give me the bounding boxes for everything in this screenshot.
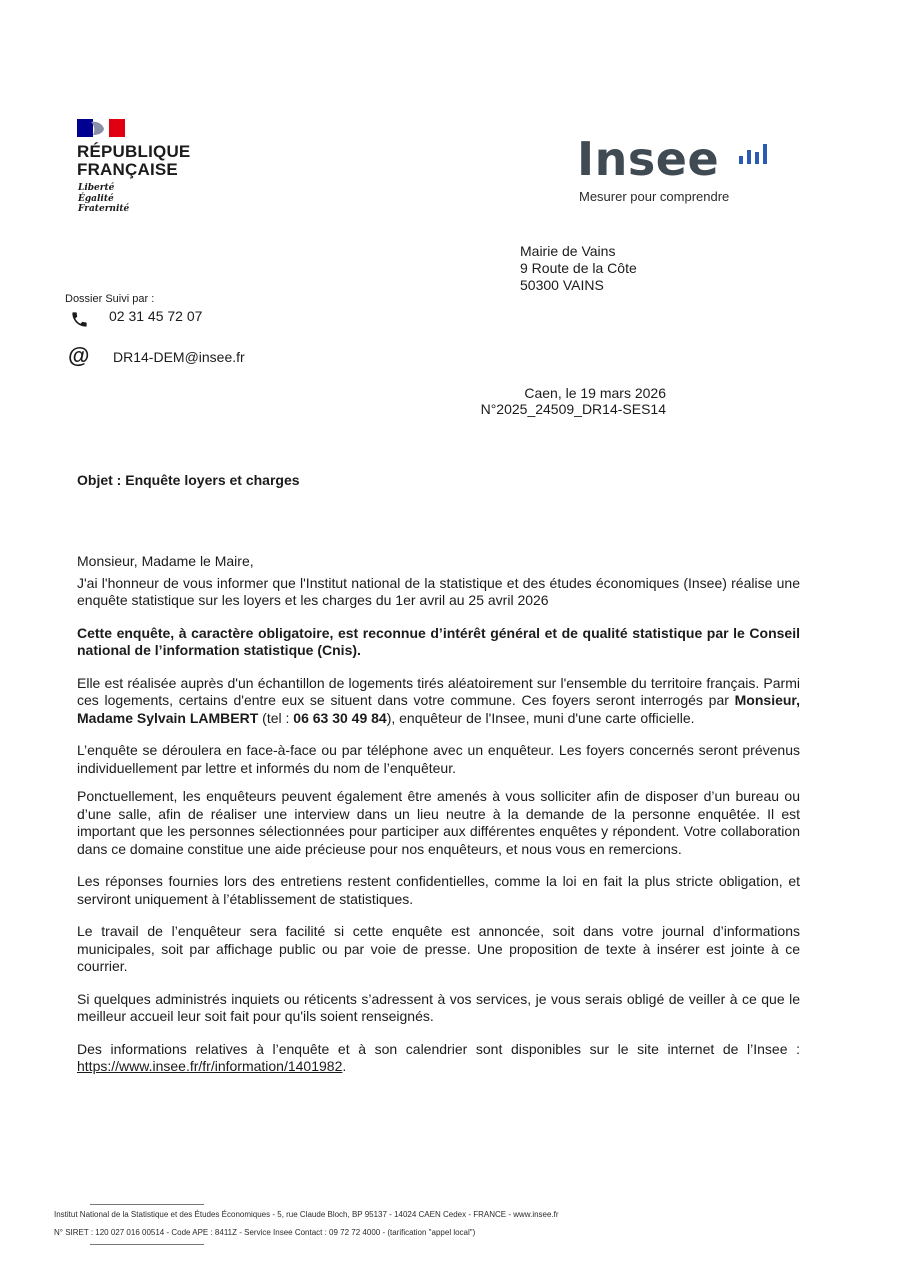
dossier-label: Dossier Suivi par : xyxy=(65,293,155,305)
contact-email[interactable]: DR14-DEM@insee.fr xyxy=(113,349,245,365)
letter-body xyxy=(77,553,800,1087)
footer-divider-top xyxy=(90,1204,204,1205)
republique-francaise-name xyxy=(77,143,190,179)
rf-name-line1: RÉPUBLIQUE xyxy=(77,142,191,161)
paragraph-4: L’enquête se déroulera en face-à-face ou par téléphone avec un enquêteur. Les foyers concernés seront prévenus individuellement par lettre et informés du nom de l’enquêteur. xyxy=(77,742,800,776)
paragraph-6: Les réponses fournies lors des entretiens restent confidentielles, comme la loi en fait la plus stricte obligation, et serviront uniquement à l’établissement de statistiques. xyxy=(77,873,800,907)
letter-reference: N°2025_24509_DR14-SES14 xyxy=(480,401,666,417)
insee-tagline: Mesurer pour comprendre xyxy=(579,189,730,204)
letter-object xyxy=(77,472,300,488)
investigator-phone: 06 63 30 49 84 xyxy=(293,709,387,726)
paragraph-9-text: Des informations relatives à l’enquête et à son calendrier sont disponibles sur le site internet de l’Insee : xyxy=(77,1040,800,1057)
object-label: Objet : xyxy=(77,472,122,488)
paragraph-3-a: Elle est réalisée auprès d'un échantillon de logements tirés aléatoirement sur l'ensemble du territoire français. Parmi ces logements, certains d'entre eux se situent dans votre commune. Ces foyers seront interrogés par xyxy=(77,674,800,708)
date-reference-block xyxy=(460,385,666,417)
recipient-address xyxy=(520,243,637,294)
paragraph-2-bold: Cette enquête, à caractère obligatoire, est reconnue d’intérêt général et de qualité statistique par le Conseil national de l’information statistique (Cnis). xyxy=(77,624,800,658)
paragraph-7: Le travail de l’enquêteur sera facilité si cette enquête est annoncée, soit dans votre journal d’informations municipales, soit par affichage public ou par voie de presse. Une proposition de texte à insérer est jointe à ce courrier. xyxy=(77,923,800,974)
recipient-street: 9 Route de la Côte xyxy=(520,260,637,276)
marianne-flag-logo xyxy=(77,119,125,137)
phone-icon xyxy=(70,310,89,329)
paragraph-9-end: . xyxy=(342,1058,347,1074)
recipient-city: 50300 VAINS xyxy=(520,277,604,293)
footer-line-2: N° SIRET : 120 027 016 00514 - Code APE : 8411Z - Service Insee Contact : 09 72 72 4000 - (tarification "appel local") xyxy=(54,1228,476,1237)
letter-date: Caen, le 19 mars 2026 xyxy=(524,385,666,401)
paragraph-3 xyxy=(77,675,800,728)
rf-name-line2: FRANÇAISE xyxy=(77,160,178,179)
motto-egalite: Égalité xyxy=(78,193,114,204)
paragraph-8: Si quelques administrés inquiets ou réticents s’adressent à vos services, je vous serais obligé de veiller à ce que le meilleur accueil leur soit fait pour qu'ils soient renseignés. xyxy=(77,990,800,1024)
contact-phone[interactable]: 02 31 45 72 07 xyxy=(109,308,203,324)
paragraph-5: Ponctuellement, les enquêteurs peuvent également être amenés à vous solliciter afin de disposer d’un bureau ou d’une salle, afin de réaliser une interview dans un lieu neutre à la demande de la personne enquêtée. Il est important que les personnes sélectionnées pour participer aux différentes enquêtes y répondent. Votre collaboration dans ce domaine constitue une aide précieuse pour nos enquêteurs, et nous vous en remercions. xyxy=(77,788,800,857)
recipient-name: Mairie de Vains xyxy=(520,243,616,259)
paragraph-3-b: (tel : xyxy=(258,709,294,726)
paragraph-2 xyxy=(77,625,800,660)
paragraph-1: J'ai l'honneur de vous informer que l'Institut national de la statistique et des études économiques (Insee) réalise une enquête statistique sur les loyers et les charges du 1er avril au 25 avril 2026 xyxy=(77,574,800,608)
salutation: Monsieur, Madame le Maire, xyxy=(77,553,254,569)
motto-liberte: Liberté xyxy=(78,183,115,193)
footer-divider-bottom xyxy=(90,1244,204,1245)
object-text: Enquête loyers et charges xyxy=(125,472,300,488)
at-icon: @ xyxy=(68,343,90,368)
insee-info-link[interactable]: https://www.insee.fr/fr/information/1401982 xyxy=(77,1058,343,1074)
insee-logo-word: Insee xyxy=(577,132,720,186)
paragraph-3-c: ), enquêteur de l'Insee, muni d'une carte officielle. xyxy=(386,709,695,726)
republique-motto xyxy=(78,183,129,215)
footer-line-1: Institut National de la Statistique et des Études Économiques - 5, rue Claude Bloch, BP 95137 - 14024 CAEN Cedex - FRANCE - www.insee.fr xyxy=(54,1210,559,1219)
insee-bars-icon xyxy=(738,144,768,168)
paragraph-9 xyxy=(77,1041,800,1076)
investigator-name: Monsieur, Madame Sylvain LAMBERT xyxy=(77,692,800,726)
motto-fraternite: Fraternité xyxy=(78,204,130,214)
